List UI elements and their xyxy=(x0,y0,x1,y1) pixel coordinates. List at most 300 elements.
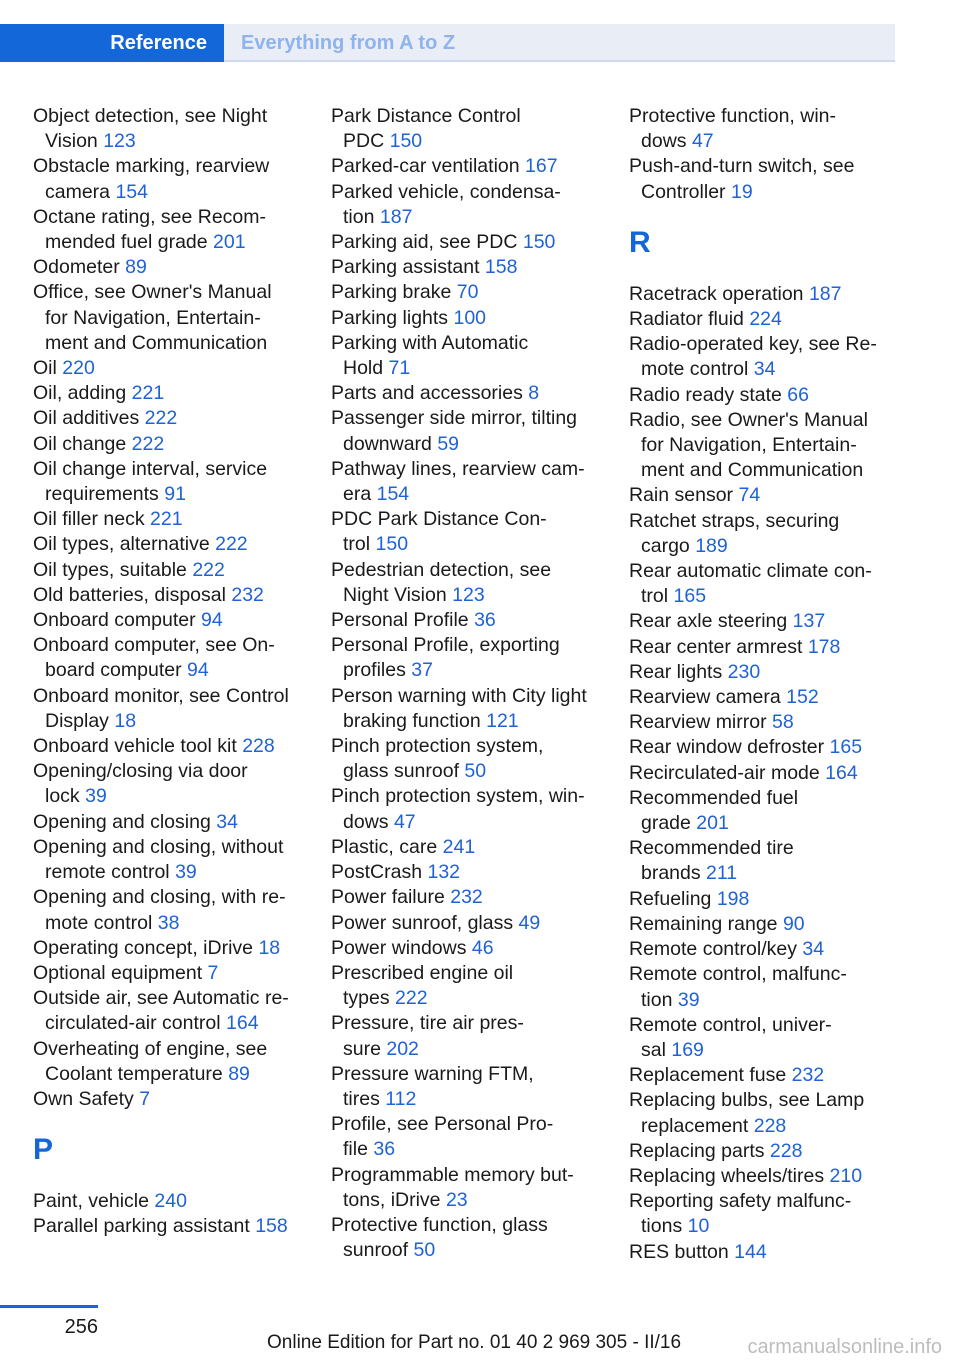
index-entry xyxy=(33,457,318,507)
index-entry-text: sure xyxy=(343,1037,381,1060)
index-entry-text: Old batteries, disposal xyxy=(33,583,226,606)
index-entry-text: Office, see Owner's Manual xyxy=(33,281,272,304)
index-entry xyxy=(629,1164,914,1189)
index-entry-text: Pinch protection system, win- xyxy=(331,785,585,808)
page-link[interactable]: 50 xyxy=(464,760,487,783)
index-entry xyxy=(629,685,914,710)
index-entry-text: Remote control, malfunc- xyxy=(629,963,847,986)
index-entry-text: dows xyxy=(641,130,687,153)
index-entry-text: Oil, adding xyxy=(33,382,127,405)
page-link[interactable]: 201 xyxy=(696,812,729,835)
index-entry-text: Rear automatic climate con- xyxy=(629,560,872,583)
page-link[interactable]: 39 xyxy=(677,988,700,1011)
page-link[interactable]: 169 xyxy=(671,1038,704,1061)
index-entry-text: downward xyxy=(343,432,432,455)
index-entry-text: Rear center armrest xyxy=(629,635,803,658)
page-link[interactable]: 10 xyxy=(687,1215,710,1238)
index-entry-text: Oil filler neck xyxy=(33,508,145,531)
index-entry-text: Onboard vehicle tool kit xyxy=(33,735,237,758)
section-letter: P xyxy=(33,1133,54,1167)
index-entry-text: Object detection, see Night xyxy=(33,105,268,127)
page-link[interactable]: 165 xyxy=(829,736,863,759)
index-entry xyxy=(331,280,616,305)
index-entry-text: Onboard monitor, see Control xyxy=(33,684,289,707)
index-entry xyxy=(331,936,616,961)
index-entry-text: remote control xyxy=(45,861,170,884)
index-entry-text: era xyxy=(343,483,372,506)
index-entry-text: tions xyxy=(641,1215,683,1238)
index-entry xyxy=(331,911,616,936)
index-entry xyxy=(33,633,318,683)
index-entry xyxy=(629,1013,914,1063)
watermark: carmanualsonline.info xyxy=(747,1336,942,1358)
index-column-2 xyxy=(331,104,616,1263)
index-entry-text: Pathway lines, rearview cam- xyxy=(331,457,585,480)
page-link[interactable]: 232 xyxy=(791,1064,825,1087)
index-entry-text: Controller xyxy=(641,180,726,203)
index-entry xyxy=(331,381,616,406)
page-link[interactable]: 121 xyxy=(486,709,519,732)
index-entry-text: grade xyxy=(641,812,691,835)
index-entry-text: Radio-operated key, see Re- xyxy=(629,333,877,356)
index-entry-text: PDC xyxy=(343,130,385,153)
index-entry xyxy=(331,306,616,331)
index-entry xyxy=(331,1011,616,1061)
index-entry-text: PDC Park Distance Con- xyxy=(331,508,547,531)
index-entry xyxy=(33,1087,318,1112)
index-entry xyxy=(33,154,318,204)
page-link[interactable]: 241 xyxy=(442,835,476,858)
index-entry-text: Opening and closing, with re- xyxy=(33,886,286,909)
index-entry xyxy=(629,1240,914,1265)
page-link[interactable]: 94 xyxy=(187,659,209,682)
index-entry xyxy=(629,154,914,204)
index-entry xyxy=(629,332,914,382)
index-entry xyxy=(629,1189,914,1239)
page-link[interactable]: 123 xyxy=(452,583,485,606)
index-entry xyxy=(331,1163,616,1213)
index-entry-text: trol xyxy=(343,533,371,556)
index-entry-text: Personal Profile xyxy=(331,609,469,632)
index-entry-text: Pressure warning FTM, xyxy=(331,1062,534,1085)
index-entry-text: Recommended fuel xyxy=(629,786,799,809)
page-link[interactable]: 201 xyxy=(213,231,246,254)
index-entry xyxy=(629,408,914,484)
page-link[interactable]: 221 xyxy=(131,382,165,405)
index-entry xyxy=(331,331,616,381)
index-entry-text: Racetrack operation xyxy=(629,282,804,305)
index-entry-text: Parking aid, see PDC xyxy=(331,231,518,254)
index-entry-text: Prescribed engine oil xyxy=(331,961,514,984)
index-entry-text: Oil change interval, service xyxy=(33,457,268,480)
page-link[interactable]: 228 xyxy=(753,1114,787,1137)
index-entry-text: sal xyxy=(641,1038,666,1061)
index-entry-text: Pedestrian detection, see xyxy=(331,558,552,581)
index-entry xyxy=(331,507,616,557)
index-entry xyxy=(33,759,318,809)
page-link[interactable]: 228 xyxy=(769,1139,803,1162)
index-entry-text: Recommended tire xyxy=(629,837,794,860)
index-entry xyxy=(629,609,914,634)
page-link[interactable]: 47 xyxy=(691,130,714,153)
page-link[interactable]: 187 xyxy=(379,205,413,228)
index-entry-text: Remote control/key xyxy=(629,938,797,961)
index-entry xyxy=(33,255,318,280)
index-entry xyxy=(331,1213,616,1263)
index-entry xyxy=(629,660,914,685)
page-link[interactable]: 38 xyxy=(157,911,180,934)
index-column-3 xyxy=(629,104,914,1265)
page-link[interactable]: 221 xyxy=(150,508,183,531)
page-link[interactable]: 39 xyxy=(175,861,197,884)
index-entry-text: circulated-air control xyxy=(45,1012,221,1035)
index-entry xyxy=(331,1112,616,1162)
index-entry-text: PostCrash xyxy=(331,861,423,884)
page-link[interactable]: 100 xyxy=(453,306,487,329)
page-link[interactable]: 152 xyxy=(786,686,819,709)
index-entry xyxy=(629,1063,914,1088)
index-entry-text: braking function xyxy=(343,709,481,732)
page-link[interactable]: 36 xyxy=(474,609,496,632)
index-entry-text: board computer xyxy=(45,659,182,682)
index-entry-text: Rear lights xyxy=(629,660,723,683)
index-entry-text: Rain sensor xyxy=(629,484,734,507)
index-entry-text: Replacement fuse xyxy=(629,1064,787,1087)
page-link[interactable]: 71 xyxy=(388,357,411,380)
index-entry-text: Passenger side mirror, tilting xyxy=(331,407,578,430)
section-letter: R xyxy=(629,225,651,259)
page-link[interactable]: 165 xyxy=(673,585,707,608)
index-entry xyxy=(629,483,914,508)
index-entry-text: tion xyxy=(343,205,375,228)
index-entry-text: camera xyxy=(45,180,111,203)
index-entry xyxy=(33,608,318,633)
page-number: 256 xyxy=(64,1316,98,1338)
page-link[interactable]: 164 xyxy=(825,761,858,784)
page-link[interactable]: 232 xyxy=(231,583,264,606)
page-link[interactable]: 222 xyxy=(144,407,178,430)
index-entry-text: Vision xyxy=(45,130,98,153)
page-link[interactable]: 137 xyxy=(792,610,826,633)
index-entry-text: Obstacle marking, rearview xyxy=(33,155,270,178)
index-entry-text: Personal Profile, exporting xyxy=(331,634,560,657)
index-entry xyxy=(629,761,914,786)
index-entry-text: Oil xyxy=(33,357,57,380)
page-link[interactable]: 74 xyxy=(738,484,761,507)
index-entry-text: Oil additives xyxy=(33,407,140,430)
page-link[interactable]: 232 xyxy=(450,886,483,909)
index-entry-text: Remote control, univer- xyxy=(629,1013,832,1036)
index-entry-text: cargo xyxy=(641,534,690,557)
index-entry-text: Opening and closing xyxy=(33,810,211,833)
index-entry-text: Paint, vehicle xyxy=(33,1190,149,1213)
page-link[interactable]: 222 xyxy=(131,432,165,455)
page-link[interactable]: 112 xyxy=(385,1087,417,1110)
index-entry-text: dows xyxy=(343,810,389,833)
index-entry-text: Coolant temperature xyxy=(45,1062,223,1085)
index-entry xyxy=(331,885,616,910)
index-entry xyxy=(33,532,318,557)
index-entry-text: Pinch protection system, xyxy=(331,735,544,758)
index-entry-text: tires xyxy=(343,1087,380,1110)
index-entry-text: Oil types, suitable xyxy=(33,558,187,581)
index-entry-text: lock xyxy=(45,785,80,808)
page-link[interactable]: 89 xyxy=(125,256,147,279)
page-link[interactable]: 150 xyxy=(389,130,423,153)
index-entry xyxy=(629,559,914,609)
index-entry xyxy=(331,457,616,507)
index-entry-text: Power windows xyxy=(331,936,467,959)
index-entry-text: mended fuel grade xyxy=(45,231,208,254)
index-entry-text: Octane rating, see Recom- xyxy=(33,205,267,228)
footer-rule xyxy=(0,1305,98,1308)
index-entry-text: Ratchet straps, securing xyxy=(629,509,840,532)
page-link[interactable]: 158 xyxy=(484,256,518,279)
page-link[interactable]: 37 xyxy=(411,659,433,682)
page-link[interactable]: 224 xyxy=(749,308,782,331)
index-entry xyxy=(629,836,914,886)
page-link[interactable]: 222 xyxy=(395,987,428,1010)
page-link[interactable]: 36 xyxy=(373,1138,396,1161)
page-link[interactable]: 189 xyxy=(695,534,728,557)
index-entry-text: Outside air, see Automatic re- xyxy=(33,987,289,1010)
index-entry-text: ment and Communication xyxy=(641,459,864,482)
page-link[interactable]: 222 xyxy=(192,558,225,581)
index-entry xyxy=(33,558,318,583)
index-entry-text: Parallel parking assistant xyxy=(33,1215,250,1238)
index-entry xyxy=(629,307,914,332)
index-entry xyxy=(629,887,914,912)
index-entry xyxy=(33,1214,318,1239)
index-entry xyxy=(33,583,318,608)
index-entry-text: Onboard computer, see On- xyxy=(33,634,275,657)
page-link[interactable]: 220 xyxy=(62,357,95,380)
page-link[interactable]: 228 xyxy=(242,735,275,758)
index-entry xyxy=(33,205,318,255)
page-link[interactable]: 18 xyxy=(258,936,281,959)
index-entry-text: mote control xyxy=(641,358,749,381)
index-entry xyxy=(331,104,616,154)
index-entry-text: Radio, see Owner's Manual xyxy=(629,408,868,431)
index-entry xyxy=(331,406,616,456)
index-entry-text: Onboard computer xyxy=(33,609,196,632)
page-link[interactable]: 230 xyxy=(727,660,761,683)
index-entry-text: Night Vision xyxy=(343,583,447,606)
page-link[interactable]: 59 xyxy=(437,432,460,455)
page-link[interactable]: 198 xyxy=(716,887,750,910)
index-entry-text: Replacing wheels/tires xyxy=(629,1164,825,1187)
page-link[interactable]: 89 xyxy=(228,1062,250,1085)
index-entry xyxy=(33,734,318,759)
page-link[interactable]: 187 xyxy=(808,282,842,305)
index-entry-text: brands xyxy=(641,862,701,885)
page-link[interactable]: 94 xyxy=(201,609,223,632)
index-entry-text: Oil types, alternative xyxy=(33,533,210,556)
index-entry-text: requirements xyxy=(45,483,159,506)
index-entry-text: Pressure, tire air pres- xyxy=(331,1012,524,1035)
index-entry xyxy=(33,810,318,835)
index-entry xyxy=(33,885,318,935)
page-link[interactable]: 150 xyxy=(522,231,556,254)
index-entry xyxy=(331,180,616,230)
index-entry-text: Parking assistant xyxy=(331,256,480,279)
page-link[interactable]: 158 xyxy=(255,1215,288,1238)
page-link[interactable]: 150 xyxy=(375,533,409,556)
index-entry xyxy=(629,912,914,937)
index-entry xyxy=(33,835,318,885)
index-entry-text: Person warning with City light xyxy=(331,684,587,707)
index-entry xyxy=(33,1037,318,1087)
index-entry-text: Opening and closing, without xyxy=(33,835,284,858)
index-entry-text: tion xyxy=(641,988,673,1011)
index-entry xyxy=(33,104,318,154)
page-link[interactable]: 7 xyxy=(207,961,219,984)
index-entry-text: Push-and-turn switch, see xyxy=(629,155,855,178)
header-section-title: Everything from A to Z xyxy=(241,31,456,54)
page-link[interactable]: 154 xyxy=(376,483,410,506)
index-entry xyxy=(33,936,318,961)
index-entry-text: Power failure xyxy=(331,886,445,909)
index-entry xyxy=(629,735,914,760)
index-entry-text: Rearview camera xyxy=(629,686,781,709)
index-entry xyxy=(33,356,318,381)
index-entry-text: Overheating of engine, see xyxy=(33,1037,268,1060)
page-link[interactable]: 58 xyxy=(772,711,794,734)
index-entry xyxy=(33,406,318,431)
index-entry-text: RES button xyxy=(629,1240,729,1263)
page-link[interactable]: 91 xyxy=(164,483,186,506)
index-entry-text: Park Distance Control xyxy=(331,105,521,127)
page-link[interactable]: 23 xyxy=(445,1188,468,1211)
index-entry xyxy=(629,710,914,735)
index-entry-text: Opening/closing via door xyxy=(33,760,248,783)
index-entry xyxy=(629,962,914,1012)
index-entry xyxy=(629,786,914,836)
index-entry-text: Replacing parts xyxy=(629,1139,765,1162)
index-entry-text: replacement xyxy=(641,1114,749,1137)
index-entry-text: profiles xyxy=(343,659,406,682)
page-link[interactable]: 90 xyxy=(782,912,805,935)
index-entry-text: Operating concept, iDrive xyxy=(33,936,254,959)
index-entry-text: file xyxy=(343,1138,368,1161)
page-link[interactable]: 34 xyxy=(802,938,825,961)
page-link[interactable]: 66 xyxy=(787,383,809,406)
index-entry-text: Own Safety xyxy=(33,1087,134,1110)
index-entry xyxy=(629,1139,914,1164)
page-link[interactable]: 18 xyxy=(114,709,137,732)
page-link[interactable]: 34 xyxy=(753,358,776,381)
index-entry-text: Protective function, win- xyxy=(629,105,837,127)
page-link[interactable]: 7 xyxy=(139,1087,151,1110)
index-entry-text: Rear axle steering xyxy=(629,610,788,633)
page-link[interactable]: 178 xyxy=(807,635,841,658)
index-entry xyxy=(331,230,616,255)
index-entry-text: Reporting safety malfunc- xyxy=(629,1190,852,1213)
index-entry-text: Parked vehicle, condensa- xyxy=(331,180,561,203)
index-entry xyxy=(331,734,616,784)
page-link[interactable]: 132 xyxy=(427,861,461,884)
index-entry-text: mote control xyxy=(45,911,153,934)
index-entry xyxy=(629,1088,914,1138)
page-link[interactable]: 210 xyxy=(829,1164,863,1187)
page-link[interactable]: 70 xyxy=(456,281,479,304)
index-entry xyxy=(331,608,616,633)
index-entry-text: Rear window defroster xyxy=(629,736,825,759)
page-link[interactable]: 144 xyxy=(734,1240,767,1263)
page-link[interactable]: 202 xyxy=(386,1037,419,1060)
index-entry xyxy=(33,432,318,457)
index-entry-text: Remaining range xyxy=(629,912,778,935)
page-link[interactable]: 240 xyxy=(154,1190,187,1213)
index-entry-text: Profile, see Personal Pro- xyxy=(331,1113,554,1136)
index-entry-text: Refueling xyxy=(629,887,712,910)
index-entry xyxy=(331,684,616,734)
index-entry xyxy=(331,558,616,608)
index-entry xyxy=(33,507,318,532)
index-entry xyxy=(331,835,616,860)
index-entry-text: Parts and accessories xyxy=(331,382,523,405)
index-entry-text: Protective function, glass xyxy=(331,1213,548,1236)
index-entry xyxy=(33,684,318,734)
page-link[interactable]: 8 xyxy=(528,382,540,405)
index-entry-text: Parking lights xyxy=(331,306,449,329)
page-link[interactable]: 49 xyxy=(518,911,541,934)
page-link[interactable]: 167 xyxy=(525,155,558,178)
index-entry xyxy=(629,635,914,660)
index-entry-text: Parked-car ventilation xyxy=(331,155,520,178)
index-entry xyxy=(33,381,318,406)
page-link[interactable]: 19 xyxy=(730,180,753,203)
index-entry-text: sunroof xyxy=(343,1239,409,1262)
index-entry xyxy=(629,383,914,408)
index-entry-text: Plastic, care xyxy=(331,835,438,858)
index-entry-text: Display xyxy=(45,709,109,732)
page-link[interactable]: 164 xyxy=(226,1012,259,1035)
index-entry-text: Hold xyxy=(343,357,384,380)
page-link[interactable]: 222 xyxy=(215,533,248,556)
index-entry-text: Rearview mirror xyxy=(629,711,767,734)
page-link[interactable]: 46 xyxy=(471,936,494,959)
index-entry-text: Optional equipment xyxy=(33,961,203,984)
index-entry xyxy=(331,633,616,683)
edition-note: Online Edition for Part no. 01 40 2 969 305 - II/16 xyxy=(267,1332,682,1353)
page-link[interactable]: 34 xyxy=(216,810,238,833)
page-link[interactable]: 211 xyxy=(706,862,738,885)
index-entry xyxy=(331,1062,616,1112)
index-entry-text: Recirculated-air mode xyxy=(629,761,820,784)
index-entry xyxy=(331,961,616,1011)
index-entry-text: glass sunroof xyxy=(343,760,459,783)
index-entry-text: types xyxy=(343,987,390,1010)
index-entry-text: Power sunroof, glass xyxy=(331,911,514,934)
index-entry xyxy=(331,784,616,834)
index-entry xyxy=(33,961,318,986)
index-entry-text: tons, iDrive xyxy=(343,1188,441,1211)
index-entry xyxy=(629,937,914,962)
page-link[interactable]: 123 xyxy=(103,130,136,153)
page-link[interactable]: 47 xyxy=(393,810,416,833)
index-entry-text: Radiator fluid xyxy=(629,308,744,331)
page-link[interactable]: 154 xyxy=(115,180,148,203)
index-entry xyxy=(331,860,616,885)
page-link[interactable]: 39 xyxy=(85,785,107,808)
page-link[interactable]: 50 xyxy=(413,1239,436,1262)
index-entry xyxy=(33,986,318,1036)
index-entry-text: for Navigation, Entertain- xyxy=(641,434,857,457)
header-tab-reference: Reference xyxy=(0,24,224,62)
index-entry xyxy=(629,282,914,307)
index-entry-text: Parking with Automatic xyxy=(331,331,529,354)
